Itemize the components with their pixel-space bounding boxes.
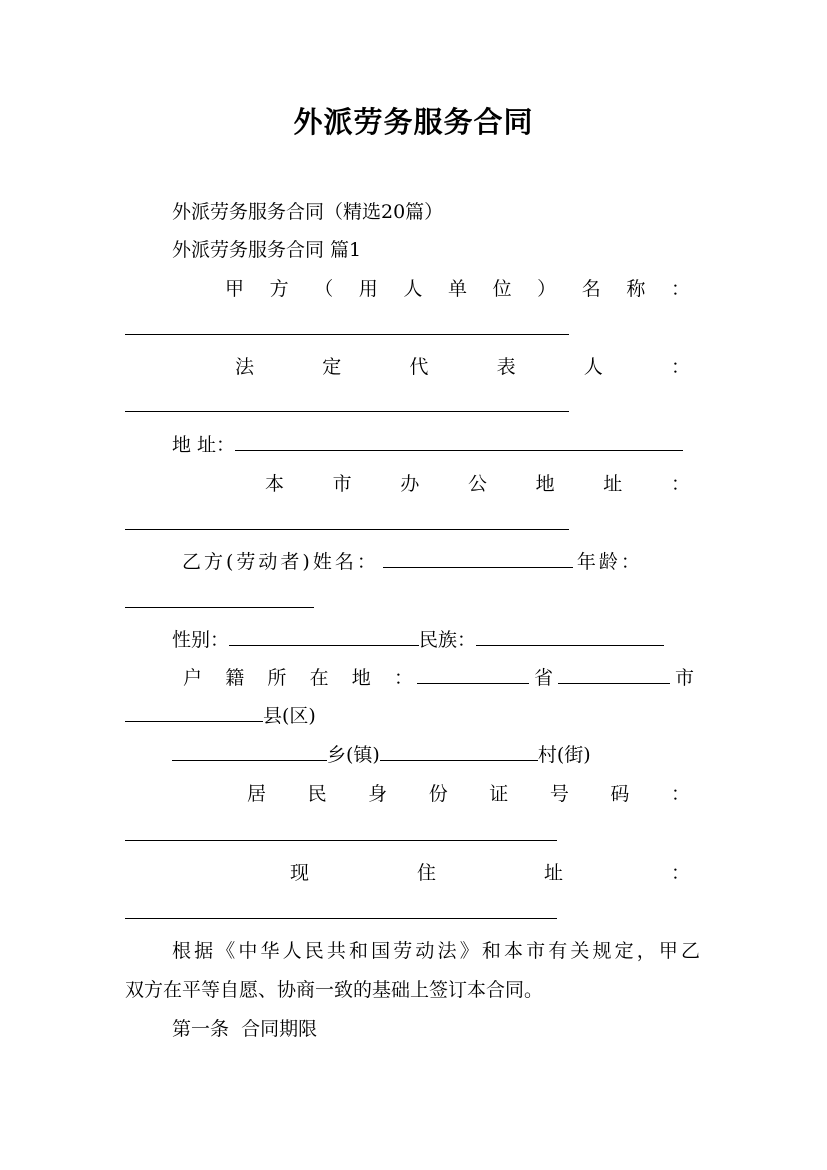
township-label: 乡(镇) (327, 744, 380, 766)
current-address-label: 现 住 址 ： (290, 862, 690, 884)
document-subtitle: 外派劳务服务合同（精选20篇） (172, 201, 444, 223)
village-label: 村(街) (537, 744, 591, 766)
address-line: 地 址： (172, 430, 700, 460)
party-a-name-label: 甲 方 （ 用 人 单 位 ） 名 称 ： (225, 278, 690, 300)
current-address-blank[interactable] (125, 918, 557, 919)
province-blank[interactable] (417, 663, 529, 684)
legal-rep-blank[interactable] (125, 411, 569, 412)
county-blank[interactable] (125, 701, 263, 722)
party-b-line (182, 547, 702, 577)
party-b-age-label: 年龄： (576, 551, 643, 573)
id-number-blank[interactable] (125, 840, 557, 841)
party-b-age-blank[interactable] (125, 607, 314, 608)
local-office-label: 本 市 办 公 地 址 ： (265, 473, 690, 495)
gender-ethnicity-line (172, 625, 700, 655)
city-label: 市 (675, 667, 695, 689)
id-number-label: 居 民 身 份 证 号 码 ： (247, 783, 690, 805)
township-blank[interactable] (172, 740, 327, 761)
gender-label: 性别： (172, 629, 230, 651)
household-line (183, 663, 703, 693)
legal-rep-label: 法 定 代 表 人 ： (235, 356, 690, 378)
basis-paragraph-line1: 根据《中华人民共和国劳动法》和本市有关规定，甲乙 (172, 940, 700, 962)
document-title: 外派劳务服务合同 (293, 105, 534, 139)
household-label: 户 籍 所 在 地 ： (183, 667, 413, 689)
county-line (125, 701, 700, 731)
party-b-name-blank[interactable] (383, 547, 573, 568)
local-office-blank[interactable] (125, 529, 569, 530)
city-blank[interactable] (558, 663, 670, 684)
province-label: 省 (534, 667, 554, 689)
ethnicity-blank[interactable] (476, 625, 664, 646)
village-blank[interactable] (380, 740, 538, 761)
party-a-name-blank[interactable] (125, 334, 569, 335)
gender-blank[interactable] (229, 625, 419, 646)
basis-paragraph-line2: 双方在平等自愿、协商一致的基础上签订本合同。 (125, 979, 544, 1001)
party-b-name-label: 乙方(劳动者)姓名： (182, 551, 379, 573)
chapter-heading: 外派劳务服务合同 篇1 (172, 239, 362, 261)
ethnicity-label: 民族： (419, 629, 477, 651)
article-1-heading: 第一条 合同期限 (172, 1018, 318, 1040)
township-line (172, 740, 700, 770)
address-blank[interactable] (235, 430, 683, 451)
county-label: 县(区) (263, 705, 316, 727)
